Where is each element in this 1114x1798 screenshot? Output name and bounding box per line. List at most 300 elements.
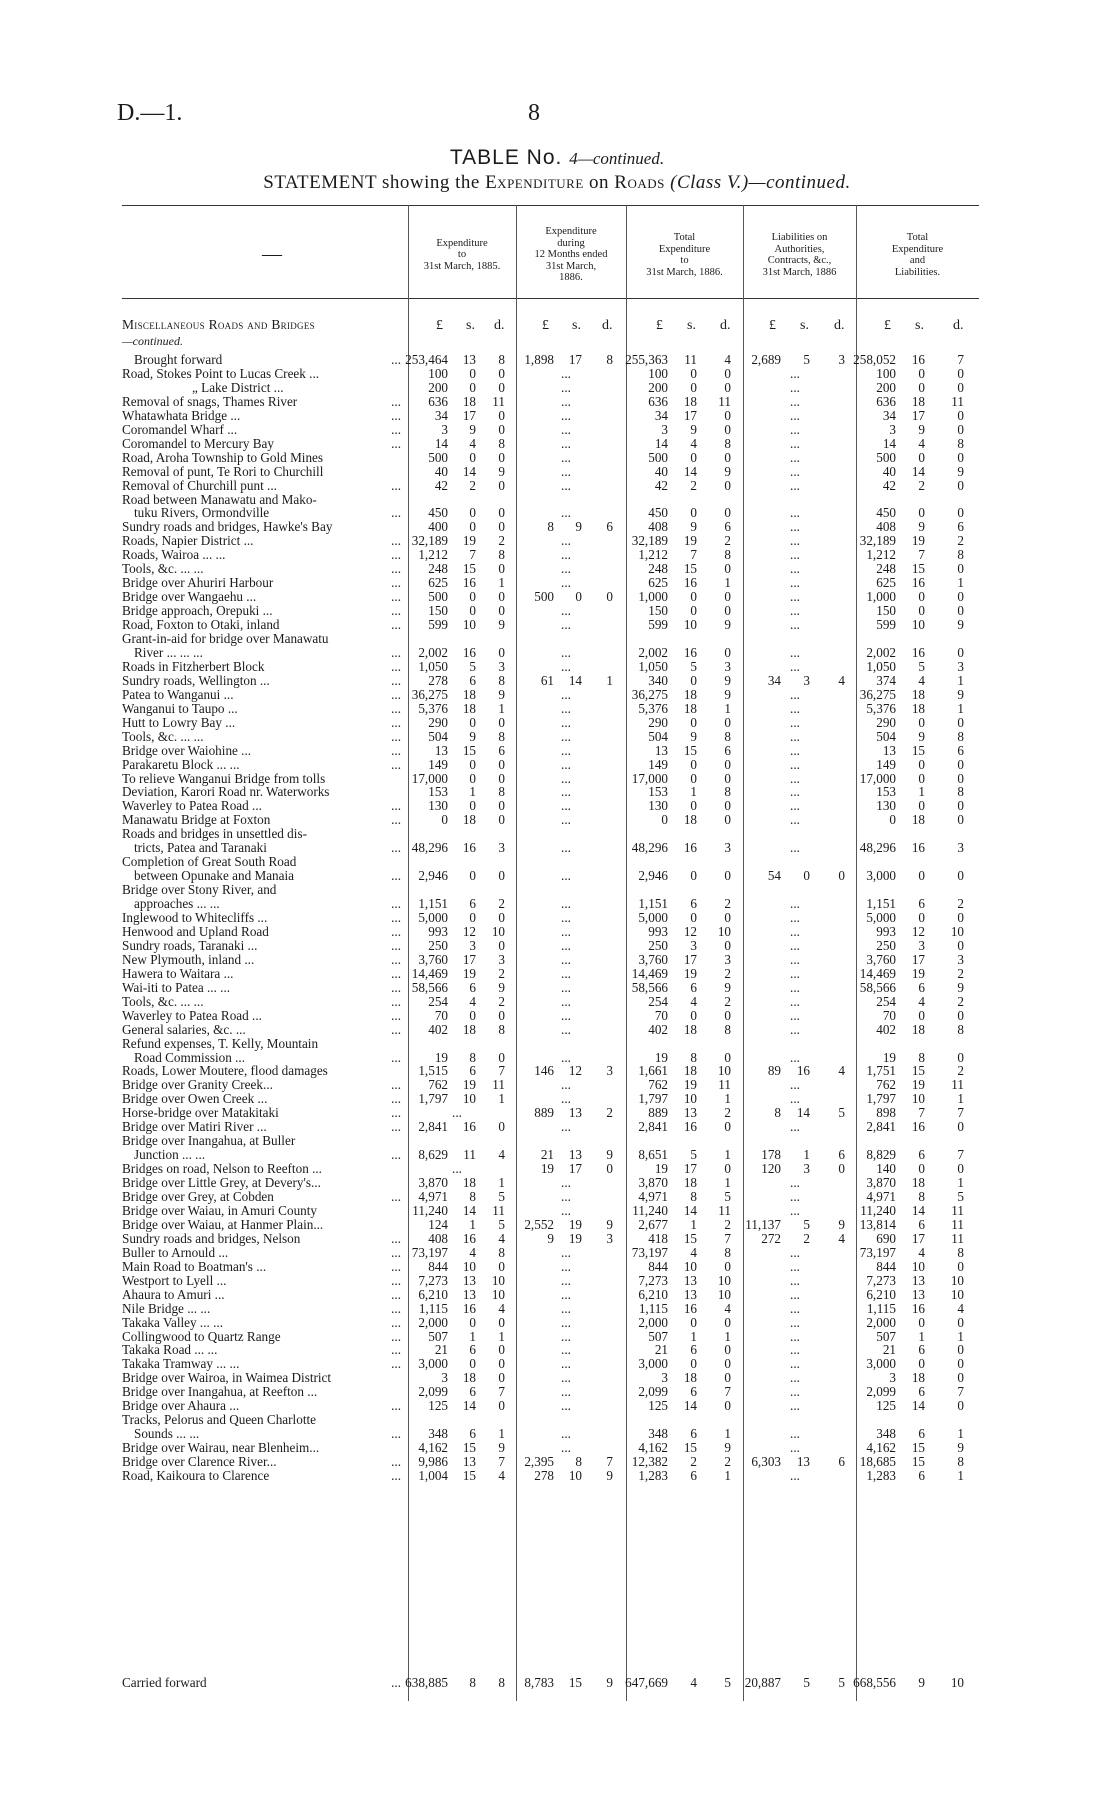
amount-pence: 0 [498, 1007, 505, 1023]
amount-pounds: 1,115 [638, 1300, 668, 1316]
row-description [122, 758, 405, 772]
statement-roads: Roads [614, 172, 665, 193]
amount-pounds: 14,469 [631, 965, 668, 981]
empty-amount: ... [790, 1007, 800, 1023]
amount-pence: 3 [498, 951, 505, 967]
amount-pence: 0 [957, 868, 964, 884]
row-description [122, 883, 405, 897]
amount-pounds: 149 [428, 756, 448, 772]
amount-pence: 0 [724, 449, 731, 465]
amount-shillings: 13 [462, 1454, 476, 1470]
amount-shillings: 13 [911, 1286, 925, 1302]
amount-pence: 0 [724, 1314, 731, 1330]
amount-pounds: 2,946 [638, 868, 668, 884]
empty-amount: ... [790, 1244, 800, 1260]
row-description [122, 353, 405, 367]
row-description-text: New Plymouth, inland ... [122, 952, 255, 967]
amount-pence: 0 [957, 937, 964, 953]
amount-pounds: 625 [876, 575, 896, 591]
amount-shillings: 18 [683, 686, 697, 702]
amount-shillings: 19 [911, 965, 925, 981]
row-description [122, 1092, 405, 1106]
empty-amount: ... [790, 658, 800, 674]
empty-amount: ... [790, 965, 800, 981]
amount-pounds: 19 [654, 1049, 668, 1065]
row-description-text: Carried forward [122, 1676, 207, 1690]
unit-s: s. [466, 318, 475, 333]
amount-pounds: 278 [534, 1468, 554, 1483]
amount-pounds: 34 [434, 407, 448, 423]
row-description-text: Hutt to Lowry Bay ... [122, 715, 236, 730]
empty-amount: ... [790, 1021, 800, 1037]
amount-pence: 9 [606, 1675, 613, 1690]
amount-pounds: 2,002 [418, 644, 448, 660]
leader-dots: ... [391, 1078, 401, 1093]
empty-amount: ... [561, 868, 571, 884]
amount-pence: 0 [957, 449, 964, 465]
empty-amount: ... [561, 1272, 571, 1288]
row-description-text: Whatawhata Bridge ... [122, 408, 241, 423]
amount-pounds: 11,240 [632, 1202, 668, 1218]
amount-pence: 5 [838, 1105, 845, 1121]
amount-shillings: 15 [911, 1454, 925, 1470]
amount-pence: 0 [957, 379, 964, 395]
amount-pence: 7 [724, 1384, 731, 1400]
row-description-text: Road, Aroha Township to Gold Mines [122, 450, 324, 465]
amount-pence: 8 [724, 435, 731, 451]
leader-dots: ... [391, 1315, 401, 1330]
amount-pounds: 1,661 [638, 1063, 668, 1079]
row-description-text: Bridge over Clarence River... [122, 1455, 277, 1470]
amount-shillings: 16 [911, 644, 925, 660]
leader-dots: ... [391, 645, 401, 660]
empty-amount: ... [790, 644, 800, 660]
amount-shillings: 18 [911, 1175, 925, 1191]
leader-dots: ... [391, 1008, 401, 1023]
amount-shillings: 11 [684, 352, 697, 367]
row-description-text: Bridge over Granity Creek... [122, 1078, 273, 1093]
amount-pence: 0 [498, 714, 505, 730]
leader-dots: ... [391, 1273, 401, 1288]
amount-pounds: 200 [648, 379, 668, 395]
row-description-text: Westport to Lyell ... [122, 1273, 227, 1288]
amount-shillings: 9 [690, 421, 697, 437]
row-description [122, 1330, 405, 1344]
amount-shillings: 6 [690, 1426, 697, 1442]
amount-shillings: 0 [918, 379, 925, 395]
amount-pence: 0 [498, 937, 505, 953]
amount-pounds: 7,273 [638, 1272, 668, 1288]
empty-amount: ... [561, 449, 571, 465]
empty-amount: ... [790, 1356, 800, 1372]
amount-shillings: 0 [690, 770, 697, 786]
amount-shillings: 18 [462, 393, 476, 409]
row-description-text: Tools, &c. ... ... [122, 994, 204, 1009]
empty-amount: ... [790, 756, 800, 772]
amount-shillings: 16 [462, 644, 476, 660]
amount-shillings: 8 [690, 1189, 697, 1204]
empty-amount: ... [561, 393, 571, 409]
amount-pounds: 993 [876, 923, 896, 939]
amount-pence: 0 [957, 505, 964, 521]
empty-amount: ... [561, 1119, 571, 1135]
amount-pounds: 290 [648, 714, 668, 730]
row-description [122, 1676, 405, 1690]
amount-shillings: 1 [469, 784, 476, 800]
row-description-text: Roads and bridges in unsettled dis- [122, 827, 307, 842]
amount-shillings: 1 [690, 1328, 697, 1344]
amount-pounds: 500 [648, 449, 668, 465]
empty-amount: ... [561, 477, 571, 493]
row-description-text: Ahaura to Amuri ... [122, 1287, 225, 1302]
amount-pounds: 73,197 [859, 1244, 896, 1260]
amount-shillings: 19 [462, 1077, 476, 1093]
empty-amount: ... [790, 1398, 800, 1414]
amount-pence: 0 [606, 589, 613, 605]
amount-pence: 5 [957, 1189, 964, 1204]
leader-dots: ... [391, 408, 401, 423]
amount-pounds: 762 [648, 1077, 668, 1093]
amount-shillings: 16 [462, 1119, 476, 1135]
amount-pounds: 13,814 [859, 1216, 896, 1232]
amount-pence: 6 [838, 1147, 845, 1163]
amount-shillings: 9 [575, 519, 582, 535]
amount-pence: 2 [724, 993, 731, 1009]
leader-dots: ... [391, 436, 401, 451]
amount-pence: 11 [718, 1077, 731, 1093]
amount-shillings: 0 [690, 379, 697, 395]
empty-amount: ... [790, 1342, 800, 1358]
leader-dots: ... [391, 715, 401, 730]
amount-pounds: 762 [428, 1077, 448, 1093]
row-description-text: Bridge over Owen Creek ... [122, 1092, 268, 1107]
empty-amount: ... [561, 937, 571, 953]
amount-shillings: 8 [918, 1049, 925, 1065]
amount-shillings: 0 [918, 1007, 925, 1023]
amount-shillings: 19 [568, 1216, 582, 1232]
amount-pounds: 42 [434, 477, 448, 493]
leader-dots: ... [391, 924, 401, 939]
row-description-text: Roads, Lower Moutere, flood damages [122, 1064, 328, 1079]
amount-pounds: 636 [648, 393, 668, 409]
amount-pounds: 1,212 [638, 547, 668, 563]
amount-pounds: 402 [648, 1021, 668, 1037]
amount-shillings: 3 [469, 937, 476, 953]
amount-pence: 0 [498, 1370, 505, 1386]
amount-pence: 7 [606, 1454, 613, 1470]
row-description [122, 1120, 405, 1134]
amount-pounds: 254 [876, 993, 896, 1009]
leader-dots: ... [391, 966, 401, 981]
amount-pounds: 42 [654, 477, 668, 493]
amount-pounds: 1,751 [866, 1063, 896, 1079]
amount-pence: 1 [498, 1091, 505, 1107]
amount-shillings: 17 [683, 407, 697, 423]
amount-pence: 11 [951, 1077, 964, 1093]
amount-pence: 2 [498, 993, 505, 1009]
amount-pounds: 36,275 [411, 686, 448, 702]
row-description [122, 437, 405, 451]
amount-pence: 2 [724, 1454, 731, 1470]
empty-amount: ... [561, 1426, 571, 1442]
amount-pence: 8 [957, 1454, 964, 1470]
amount-shillings: 9 [918, 1675, 925, 1690]
amount-pounds: 19 [654, 1161, 668, 1177]
amount-shillings: 0 [690, 672, 697, 688]
amount-pence: 0 [724, 937, 731, 953]
row-description-text: Removal of punt, Te Rori to Churchill [122, 464, 324, 479]
amount-shillings: 14 [683, 463, 697, 479]
amount-pence: 11 [492, 1077, 505, 1093]
amount-pounds: 200 [428, 379, 448, 395]
leader-dots: ... [391, 1092, 401, 1107]
amount-pounds: 48,296 [859, 840, 896, 856]
amount-shillings: 13 [462, 1272, 476, 1288]
row-description [122, 855, 405, 869]
amount-pounds: 1,050 [418, 658, 448, 674]
statement-prefix: STATEMENT showing the [263, 172, 486, 193]
leader-dots: ... [391, 994, 401, 1009]
amount-pence: 0 [724, 1119, 731, 1135]
amount-pounds: 3 [661, 421, 668, 437]
amount-shillings: 0 [690, 1007, 697, 1023]
amount-pence: 9 [957, 617, 964, 633]
row-description-text: Henwood and Upland Road [122, 924, 269, 939]
leader-dots: ... [391, 1259, 401, 1274]
empty-amount: ... [561, 1189, 571, 1204]
amount-shillings: 15 [911, 1440, 925, 1456]
amount-pence: 0 [724, 477, 731, 493]
empty-amount: ... [790, 561, 800, 577]
empty-amount: ... [790, 923, 800, 939]
amount-pounds: 2,099 [866, 1384, 896, 1400]
amount-shillings: 14 [683, 1202, 697, 1218]
empty-amount: ... [790, 784, 800, 800]
leader-dots: ... [391, 1343, 401, 1358]
row-description-text: General salaries, &c. ... [122, 1022, 246, 1037]
amount-pounds: 17,000 [859, 770, 896, 786]
table-number: 4—continued. [569, 149, 665, 168]
leader-dots: ... [391, 687, 401, 702]
amount-pounds: 7,273 [866, 1272, 896, 1288]
empty-amount: ... [561, 742, 571, 758]
amount-pence: 1 [724, 1426, 731, 1442]
amount-shillings: 12 [462, 923, 476, 939]
amount-pence: 7 [957, 1384, 964, 1400]
row-description [122, 925, 405, 939]
amount-shillings: 15 [462, 1468, 476, 1483]
empty-amount: ... [790, 1202, 800, 1218]
amount-pence: 2 [957, 993, 964, 1009]
amount-pounds: 5,376 [638, 700, 668, 716]
amount-pounds: 4,162 [418, 1440, 448, 1456]
amount-pence: 0 [498, 1314, 505, 1330]
amount-pence: 7 [957, 352, 964, 367]
amount-pence: 3 [498, 840, 505, 856]
amount-pounds: 149 [876, 756, 896, 772]
row-description-text: Road Commission ... [134, 1050, 246, 1065]
empty-amount: ... [561, 1202, 571, 1218]
amount-pounds: 408 [648, 519, 668, 535]
amount-pence: 1 [724, 1468, 731, 1483]
amount-pounds: 2,002 [866, 644, 896, 660]
amount-pounds: 2,002 [638, 644, 668, 660]
unit-s: s. [800, 318, 809, 333]
amount-shillings: 0 [469, 868, 476, 884]
amount-shillings: 5 [918, 658, 925, 674]
leader-dots: ... [391, 1427, 401, 1442]
amount-pounds: 34 [654, 407, 668, 423]
amount-pence: 0 [957, 756, 964, 772]
amount-shillings: 0 [690, 1314, 697, 1330]
amount-pounds: 4,162 [638, 1440, 668, 1456]
amount-pence: 1 [498, 575, 505, 591]
amount-shillings: 0 [690, 449, 697, 465]
amount-pounds: 9,986 [418, 1454, 448, 1470]
table-label: TABLE No. [449, 146, 563, 169]
amount-shillings: 0 [690, 868, 697, 884]
leader-dots: ... [391, 1329, 401, 1344]
amount-pounds: 1,797 [638, 1091, 668, 1107]
amount-shillings: 10 [683, 1258, 697, 1274]
empty-amount: ... [561, 603, 571, 619]
row-description-text: Wanganui to Taupo ... [122, 701, 238, 716]
amount-pence: 10 [491, 923, 505, 939]
amount-pence: 8 [724, 547, 731, 563]
amount-pounds: 9 [547, 1230, 554, 1246]
amount-shillings: 0 [918, 714, 925, 730]
amount-shillings: 14 [462, 1202, 476, 1218]
amount-shillings: 3 [803, 672, 810, 688]
row-description [122, 1455, 405, 1469]
amount-pounds: 14,469 [859, 965, 896, 981]
amount-shillings: 0 [690, 798, 697, 814]
amount-pence: 1 [957, 1091, 964, 1107]
empty-amount: ... [561, 421, 571, 437]
amount-shillings: 13 [796, 1454, 810, 1470]
row-description-text: Manawatu Bridge at Foxton [122, 813, 271, 828]
amount-shillings: 0 [918, 1356, 925, 1372]
amount-pounds: 3,760 [866, 951, 896, 967]
amount-pence: 0 [724, 421, 731, 437]
leader-dots: ... [391, 813, 401, 828]
empty-amount: ... [561, 1440, 571, 1456]
amount-pounds: 146 [534, 1063, 554, 1079]
amount-pounds: 34 [882, 407, 896, 423]
empty-amount: ... [790, 896, 800, 912]
amount-pence: 0 [724, 714, 731, 730]
amount-pence: 0 [724, 812, 731, 828]
empty-amount: ... [561, 1286, 571, 1302]
amount-shillings: 7 [918, 547, 925, 563]
row-description [122, 799, 405, 813]
amount-shillings: 0 [469, 1314, 476, 1330]
empty-amount: ... [790, 1077, 800, 1093]
amount-pence: 9 [498, 617, 505, 633]
row-description [122, 1427, 405, 1441]
amount-pounds: 13 [654, 742, 668, 758]
amount-shillings: 2 [803, 1230, 810, 1246]
amount-shillings: 6 [918, 1468, 925, 1483]
amount-pounds: 1,151 [866, 896, 896, 912]
amount-pence: 4 [957, 1300, 964, 1316]
leader-dots: ... [391, 1399, 401, 1414]
empty-amount: ... [561, 658, 571, 674]
amount-pence: 0 [957, 589, 964, 605]
amount-pence: 0 [724, 1258, 731, 1274]
row-description [122, 869, 405, 883]
empty-amount: ... [790, 686, 800, 702]
column-header-label: Expenditure during 12 Months ended 31st March, 1886. [534, 226, 608, 284]
row-description-text: To relieve Wanganui Bridge from tolls [122, 771, 326, 786]
row-description-text: Bridge over Waiau, at Hanmer Plain... [122, 1217, 324, 1232]
amount-pounds: 504 [648, 728, 668, 744]
amount-pounds: 450 [428, 505, 448, 521]
amount-pence: 0 [498, 798, 505, 814]
amount-shillings: 5 [690, 1147, 697, 1163]
empty-amount: ... [790, 742, 800, 758]
row-description [122, 395, 405, 409]
amount-pence: 6 [724, 519, 731, 535]
amount-pence: 6 [838, 1454, 845, 1470]
row-description [122, 1246, 405, 1260]
amount-shillings: 14 [796, 1105, 810, 1121]
amount-pence: 1 [724, 1091, 731, 1107]
row-description-text: Coromandel to Mercury Bay [122, 436, 274, 451]
row-description-text: Bridge over Wangaehu ... [122, 590, 257, 605]
amount-pounds: 6,210 [866, 1286, 896, 1302]
amount-pence: 0 [498, 477, 505, 493]
unit-pound: £ [769, 318, 776, 333]
amount-shillings: 18 [462, 686, 476, 702]
amount-shillings: 17 [462, 407, 476, 423]
empty-amount: ... [790, 1314, 800, 1330]
row-description [122, 1162, 405, 1176]
row-description [122, 827, 405, 841]
amount-pounds: 3 [889, 421, 896, 437]
amount-pounds: 130 [648, 798, 668, 814]
amount-pence: 9 [606, 1468, 613, 1483]
amount-pounds: 89 [767, 1063, 781, 1079]
row-description-text: Waverley to Patea Road ... [122, 799, 262, 814]
amount-shillings: 1 [803, 1147, 810, 1163]
leader-dots: ... [391, 562, 401, 577]
leader-dots: ... [391, 841, 401, 856]
amount-shillings: 15 [911, 561, 925, 577]
amount-pence: 0 [838, 1161, 845, 1177]
amount-pounds: 140 [876, 1161, 896, 1177]
amount-pence: 0 [498, 1258, 505, 1274]
amount-shillings: 11 [463, 1147, 476, 1163]
amount-pounds: 1,115 [866, 1300, 896, 1316]
amount-pence: 0 [724, 561, 731, 577]
amount-pence: 5 [724, 1675, 731, 1690]
row-description-text: Collingwood to Quartz Range [122, 1329, 281, 1344]
row-description [122, 911, 405, 925]
amount-shillings: 6 [918, 979, 925, 995]
leader-dots: ... [391, 1676, 401, 1690]
amount-shillings: 2 [469, 477, 476, 493]
amount-pence: 8 [957, 547, 964, 563]
amount-shillings: 16 [911, 575, 925, 591]
column-header-label: Total Expenditure and Liabilities. [891, 232, 944, 278]
amount-pence: 0 [498, 519, 505, 535]
row-description [122, 604, 405, 618]
row-description-text: Refund expenses, T. Kelly, Mountain [122, 1036, 319, 1051]
amount-pounds: 13 [882, 742, 896, 758]
amount-pounds: 124 [428, 1216, 448, 1232]
amount-pounds: 1,212 [866, 547, 896, 563]
